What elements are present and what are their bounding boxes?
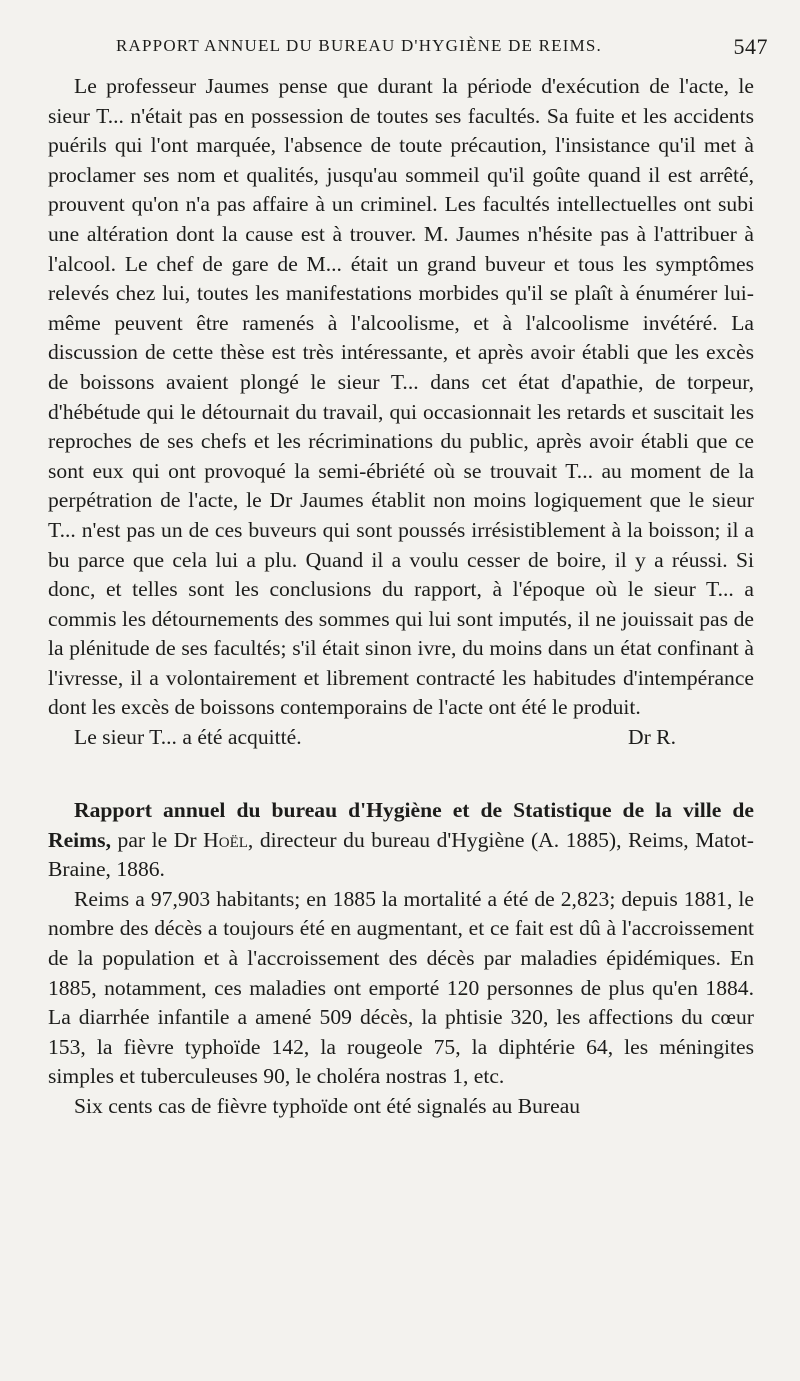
author-signature: Dr R. — [628, 725, 676, 750]
running-header — [48, 36, 768, 62]
article2-author: Hoël — [203, 827, 248, 852]
running-title: RAPPORT ANNUEL DU BUREAU D'HYGIÈNE DE REIMS. — [116, 36, 602, 55]
body-text — [48, 72, 754, 1122]
page-number: 547 — [733, 34, 768, 59]
article2-heading — [48, 796, 754, 885]
article2-paragraph-typhoid: Six cents cas de fièvre typhoïde ont été signalés au Bureau — [74, 1094, 581, 1118]
article1-paragraph: Le professeur Jaumes pense que durant la période d'exécution de l'acte, le sieur T... n'était pas en possession de toutes ses facultés. Sa fuite et les accidents puérils qui l'ont marquée, l'absence de toute précaution, l'insistance qu'il met à proclamer ses nom et qualités, jusqu'au sommeil qu'il goûte quand il est arrêté, prouvent qu'on n'a pas affaire à un criminel. Les facultés intellectuelles ont subi une altération dont la cause est à trouver. M. Jaumes n'hésite pas à l'attribuer à l'alcool. Le chef de gare de M... était un grand buveur et tous les symptômes relevés chez lui, toutes les manifestations morbides qu'il se plaît à énumérer lui-même peuvent être ramenés à l'alcoolisme, et à l'alcoolisme invétéré. La discussion de cette thèse est très intéressante, et après avoir établi que les excès de boissons avaient plongé le sieur T... dans cet état d'apathie, de torpeur, d'hébétude qui le détournait du travail, qui occasionnait les retards et suscitait les reproches de ses chefs et les récriminations du public, après avoir établi que ce sont eux qui ont provoqué la semi-ébriété où se trouvait T... au moment de la perpétration de l'acte, le Dr Jaumes établit non moins logiquement que le sieur T... n'est pas un de ces buveurs qui sont poussés irrésistiblement à la boisson; il a bu parce que cela lui a plu. Quand il a voulu cesser de boire, il y a réussi. Si donc, et telles sont les conclusions du rapport, à l'époque où le sieur T... a commis les détournements des sommes qui lui sont imputés, il ne jouissait pas de la plénitude de ses facultés; s'il était sinon ivre, du moins dans un état confinant à l'ivresse, il a volontairement et librement contracté les habitudes d'intempérance dont les excès de boissons contemporains de l'acte ont été le produit. — [48, 74, 754, 720]
article2-publication: , directeur du bureau d'Hygiène (A. 1885), Reims, Matot-Braine, 1886. — [48, 827, 754, 882]
article2-body — [48, 885, 754, 1122]
verdict-text: Le sieur T... a été acquitté. — [74, 725, 302, 750]
article2-by: par le Dr — [110, 827, 204, 852]
verdict-line — [48, 723, 754, 753]
article2-paragraph-statistics: Reims a 97,903 habitants; en 1885 la mortalité a été de 2,823; depuis 1881, le nombre des décès a toujours été en augmentant, et ce fait est dû à l'accroissement de la population et à l'accroissement des décès par maladies épidémiques. En 1885, notamment, ces maladies ont emporté 120 personnes de plus qu'en 1884. La diarrhée infantile a amené 509 décès, la phtisie 320, les affections du cœur 153, la fièvre typhoïde 142, la rougeole 75, la diphtérie 64, les méningites simples et tuberculeuses 90, le choléra nostras 1, etc. — [48, 886, 754, 1089]
article2-title: Rapport annuel du bureau d'Hygiène et de Statistique de la ville de Reims, — [48, 798, 754, 852]
